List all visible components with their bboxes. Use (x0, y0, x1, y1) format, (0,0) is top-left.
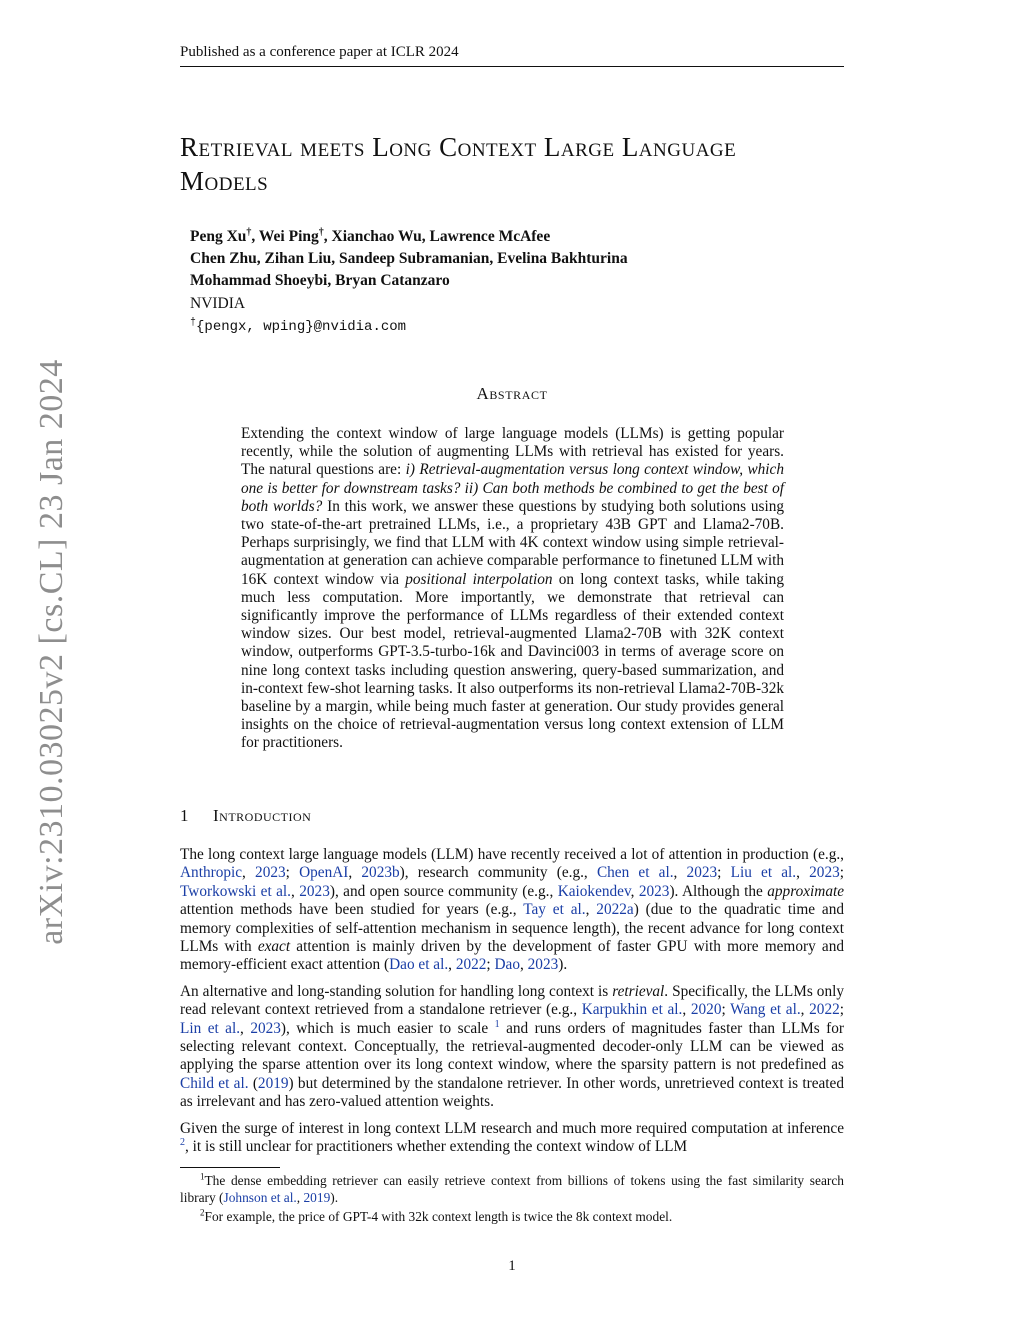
section-heading (180, 806, 844, 826)
dagger-mark: † (318, 226, 324, 238)
citation-link[interactable]: 2020 (690, 1001, 722, 1019)
citation-link[interactable]: 2022 (809, 1001, 840, 1019)
title-line-1: Retrieval meets Long Context Large Language (180, 132, 737, 162)
abstract-questions: i) Retrieval-augmentation versus long context window, which one is better for downstream tasks? ii) Can both methods be combined to get the best of both worlds? (241, 461, 784, 515)
header-rule (180, 66, 844, 67)
citation-link[interactable]: Anthropic (180, 864, 243, 882)
author-line-3: Mohammad Shoeybi, Bryan Catanzaro (190, 272, 450, 289)
footnote-number: 1 (200, 1171, 205, 1182)
intro-paragraph-2: An alternative and long-standing solution for handling long context is retrieval. Specifically, the LLMs only read relevant context retrieved from a standalone retriever (e.g., Karpukhin et al., 2020; Wang et al., 2022; Lin et al., 2023), which is much easier to scale $^1$ and runs orders of magnitudes faster than LLMs for selecting relevant context. Conceptually, the retrieval-augmented decoder-only LLM can be viewed as applying the sparse attention over its long context window, where the sparsity pattern is not predefined as Child et al. (2019) but determined by the standalone retriever. In other words, unretrieved context is treated as irrelevant and has zero-valued attention weights. (180, 982, 844, 1111)
citation-link[interactable]: Chen et al. (596, 864, 674, 882)
title-line-2: Models (180, 166, 269, 196)
citation-link[interactable]: Karpukhin et al. (581, 1001, 683, 1019)
author-rest: , Xianchao Wu, Lawrence McAfee (323, 228, 551, 245)
citation-link[interactable]: 2019 (303, 1190, 331, 1205)
citation-link[interactable]: 2022 (455, 956, 487, 974)
citation-link[interactable]: 2023 (299, 882, 330, 900)
citation-link[interactable]: OpenAI (299, 864, 349, 882)
abstract-body (241, 425, 784, 753)
citation-link[interactable]: 2023 (255, 864, 286, 882)
author-xu: Peng Xu (190, 228, 247, 245)
paper-title (180, 130, 860, 198)
citation-link[interactable]: Kaiokendev (557, 882, 631, 900)
dagger-mark: † (190, 317, 197, 329)
citation-link[interactable]: 2023b (361, 864, 400, 882)
citation-link[interactable]: Tworkowski et al. (180, 882, 291, 900)
email-line (190, 316, 850, 338)
citation-link[interactable]: 2023 (638, 882, 670, 900)
citation-link[interactable]: 2023 (527, 956, 559, 974)
page-number: 1 (508, 1258, 516, 1274)
footnote-marker[interactable]: 2 (180, 1137, 185, 1148)
section-title: Introduction (213, 806, 312, 825)
author-block (190, 226, 850, 338)
abstract-text: on long context tasks, while taking much less computation. More importantly, we demonstrate that retrieval can significantly improve the performance of LLMs regardless of their extended context window sizes. Our best model, retrieval-augmented Llama2-70B with 32K context window, outperforms GPT-3.5-turbo-16k and Davinci003 in terms of average score on nine long context tasks including question answering, query-based summarization, and in-context few-shot learning tasks. It also outperforms its non-retrieval Llama2-70B-32k baseline by a margin, while being much faster at generation. Our study provides general insights on the choice of retrieval-augmentation versus long context extension of LLM for practitioners. (241, 570, 784, 752)
author-ping: , Wei Ping (251, 228, 319, 245)
affiliation: NVIDIA (190, 295, 246, 312)
abstract-text: Extending the context window of large language models (LLMs) is getting popular recently, while the solution of augmenting LLMs with retrieval has existed for years. The natural questions are: (241, 425, 784, 479)
dagger-mark: † (246, 226, 252, 238)
intro-paragraph-3: Given the surge of interest in long context LLM research and much more required computation at inference $^2$, it is still unclear for practitioners whether extending the context window of LLM (180, 1119, 844, 1156)
abstract-emphasis: positional interpolation (405, 570, 553, 588)
citation-link[interactable]: Dao (494, 956, 520, 974)
citation-link[interactable]: 2023 (809, 864, 840, 882)
section-number: 1 (180, 806, 189, 825)
abstract-heading: Abstract (476, 384, 548, 403)
citation-link[interactable]: Wang et al. (730, 1001, 801, 1019)
intro-body (180, 846, 844, 1165)
footnote-marker[interactable]: 1 (494, 1018, 500, 1030)
citation-link[interactable]: Lin et al. (180, 1019, 241, 1037)
footnote-1: $^1$The dense embedding retriever can easily retrieve context from billions of tokens using the fast similarity search library (Johnson et al., 2019). (180, 1171, 844, 1205)
author-line-1 (190, 226, 850, 248)
footnotes (180, 1172, 844, 1227)
citation-link[interactable]: Tay et al. (523, 901, 586, 919)
arxiv-stamp-text: arXiv:2310.03025v2 [cs.CL] 23 Jan 2024 (33, 359, 70, 945)
citation-link[interactable]: Child et al. (180, 1074, 249, 1092)
running-header: Published as a conference paper at ICLR 2024 (180, 44, 459, 60)
footnote-rule (180, 1167, 280, 1168)
citation-link[interactable]: 2023 (250, 1019, 281, 1037)
citation-link[interactable]: 2019 (257, 1074, 289, 1092)
footnote-number: 2 (200, 1207, 205, 1218)
citation-link[interactable]: Dao et al. (389, 956, 449, 974)
citation-link[interactable]: 2023 (686, 864, 718, 882)
intro-paragraph-1: The long context large language models (LLM) have recently received a lot of attention in production (e.g., Anthropic, 2023; OpenAI, 2023b), research community (e.g., Chen et al., 2023; Liu et al., 2023; Tworkowski et al., 2023), and open source community (e.g., Kaiokendev, 2023). Although the approximate attention methods have been studied for years (e.g., Tay et al., 2022a) (due to the quadratic time and memory complexities of self-attention mechanism in sequence length), the recent advance for long context LLMs with exact attention is mainly driven by the development of faster GPU with more memory and memory-efficient exact attention (Dao et al., 2022; Dao, 2023). (180, 846, 845, 974)
citation-link[interactable]: Johnson et al. (223, 1190, 297, 1205)
author-line-2: Chen Zhu, Zihan Liu, Sandeep Subramanian, Evelina Bakhturina (190, 250, 628, 267)
citation-link[interactable]: 2022a (596, 901, 634, 919)
email[interactable]: {pengx, wping}@nvidia.com (196, 319, 407, 335)
citation-link[interactable]: Liu et al. (730, 864, 797, 882)
abstract-text: In this work, we answer these questions by studying both solutions using two state-of-the-art pretrained LLMs, i.e., a proprietary 43B GPT and Llama2-70B. Perhaps surprisingly, we find that LLM with 4K context window using simple retrieval-augmentation at generation can achieve comparable performance to finetuned LLM with 16K context window via (241, 497, 784, 588)
footnote-2: $^2$For example, the price of GPT-4 with 32k context length is twice the 8k context model. (200, 1207, 673, 1224)
